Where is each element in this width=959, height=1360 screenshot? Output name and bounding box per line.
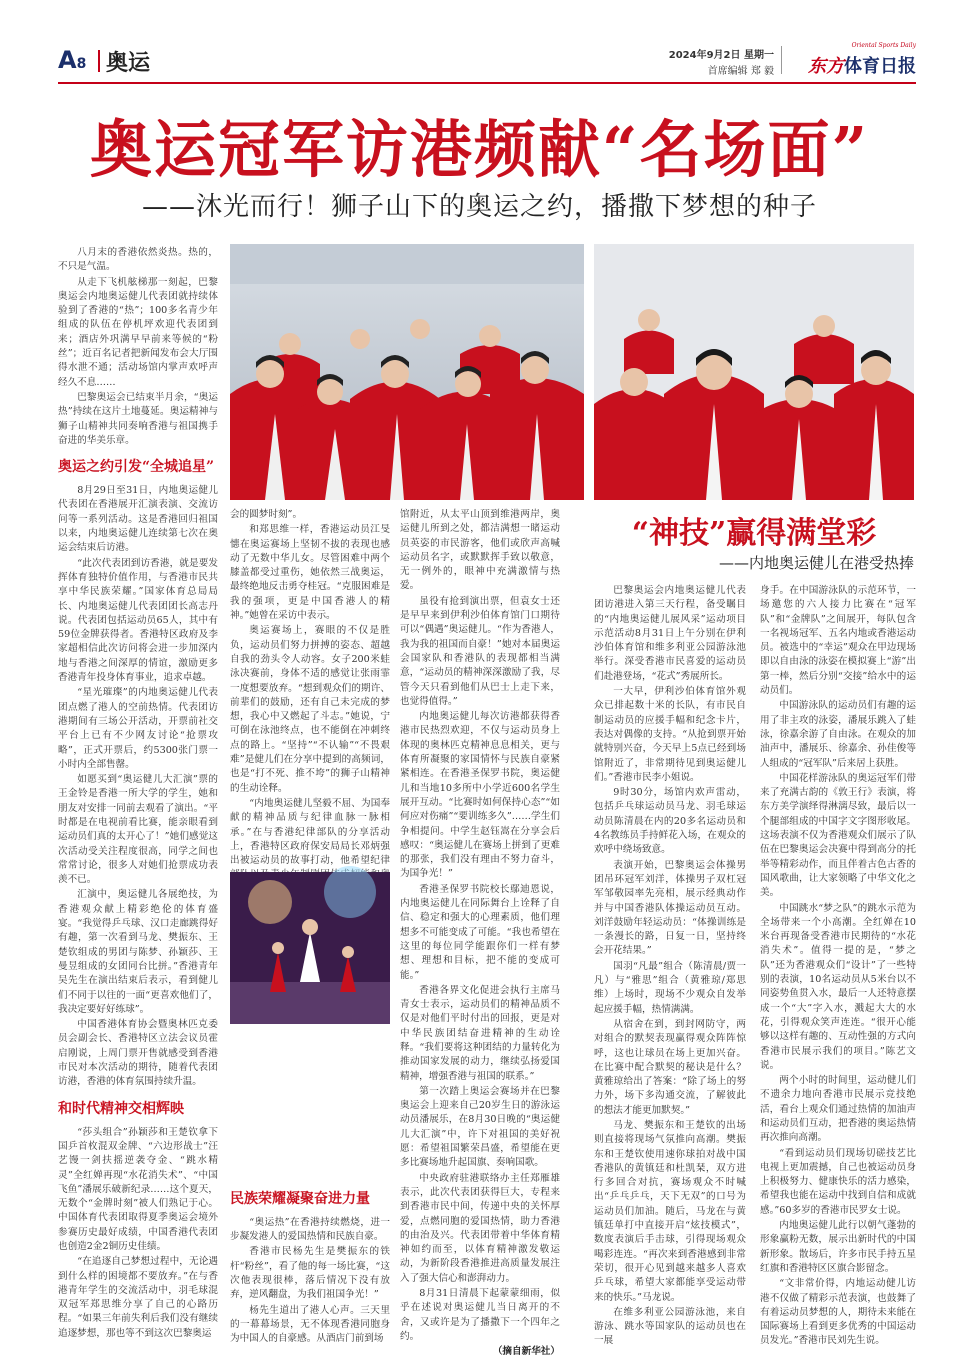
section-name: 奥运 (106, 51, 151, 76)
col5-paragraphs (760, 584, 916, 1349)
olympians-group-photo (230, 244, 584, 500)
paragraph: 从走下飞机舷梯那一刻起，巴黎奥运会内地奥运健儿代表团就持续体验到了香港的“热”；100多名青少年组成的队伍在停机坪欢迎代表团到来；酒店外巩满早早前来等候的“粉丝”；近百名记者把新闻发布会大厅围得水泄不通；活动场馆内掌声欢呼声经久不息…… (58, 276, 218, 388)
paragraph: 国羽“凡最”组合（陈清晨/贾一凡）与“雅思”组合（黄雅琼/郑思维）上场时，现场不少观众自发举起应援手幅，热情满满。 (594, 960, 746, 1015)
paragraph: 8月29日至31日，内地奥运健儿代表团在香港展开汇演表演、交流访问等一系列活动。这是香港回归祖国以来，内地奥运健儿连续第七次在奥运会结束后访港。 (58, 485, 218, 554)
paragraph: “奥运热”在香港持续燃烧，进一步凝发港人的爱国热情和民族自豪。 (230, 1216, 390, 1243)
article-column-1 (58, 246, 218, 1339)
source-byline: （摘自新华社） (492, 1346, 560, 1358)
paragraph: 马龙、樊振东和王楚钦的出场则直接将现场气氛推向高潮。樊振东和王楚钦使用速你球拍对战中国香港队的黄镇廷和杜凯琹，双方进行多回合对抗，赛场观众不时喊出“乒乓乒乓，天下无双”的口号为运动员们加油。随后，马龙在与黄镇廷单打中直接开启“炫技模式”，数度表演后手击球，引得现场观众喝彩连连。“再次来到香港感到非常荣切，很开心见到越来越多人喜欢乒乓球，希望大家都能享受运动带来的快乐。”马龙说。 (594, 1119, 746, 1303)
paragraph: 身手。在中国游泳队的示范环节，一场邀您的六人接力比赛在“冠军队”和“金牌队”之间展开，每队包含一名视场冠军、五名内地或香港运动员。被选中的“幸运”观众在甲边现场即以自由泳的泳姿在模拟赛上“游”出第一棒，然后分别“交接”给水中的运动员们。 (760, 585, 916, 697)
paragraph: “莎头组合”孙颖莎和王楚钦拿下国乒首枚混双金牌、“六边形战士”汪艺馒一剑扶摇逆袭夺金、“跳水精灵”全红婵再现“水花消失术”、“中国飞鱼”潘展乐破新纪录……这个夏天，无数个“金牌时刻”被人们熟记于心。中国体育代表团取得夏季奥运会境外参赛历史最好成绩，中国香港代表团也创造2金2铜历史佳绩。 (58, 1126, 218, 1252)
article-column-3 (400, 508, 560, 1358)
paragraph: 香港各界文化促进会执行主席马青女士表示，运动员们的精神品质不仅是对他们平时付出的回报，更是对中华民族团结奋进精神的生动诠释。“我们要将这种团结的力量转化为推动国家发展的动力，继续弘扬爱国精神，增强香港与祖国的联系。” (400, 984, 560, 1082)
paragraph: 奥运赛场上，赛眼的不仅是胜负，运动员们努力拼搏的姿态、超越自我的劲头令人动容。女子200米蛙泳决赛前，身体不适的感觉让张雨霏一度想要放弃。“想到观众们的期许、前辈们的鼓励，还有自己未完成的梦想，我心中又燃起了斗志。”她说，宁可倒在泳池终点，也不能倒在冲刺终点的路上。“坚持”“不认输”“不畏艰难”是健儿们在分享中提到的高频词，也是“打不死、推不垮”的狮子山精神的生动诠释。 (230, 625, 390, 794)
editor-credit: 首席编辑 郑 毅 (707, 66, 774, 77)
intro-paragraphs (58, 246, 218, 448)
paragraph: 第一次踏上奥运会赛场并在巴黎奥运会上迎来自己20岁生日的游泳运动员潘展乐，在8月30日晚的“奥运健儿大汇演”中，许下对祖国的美好祝愿：希望祖国繁荣昌盛，希望能在更多比赛场地升起国旗、奏响国歌。 (400, 1085, 560, 1169)
paragraph: 9时30分，场馆内欢声雷动，包括乒乓球运动员马龙、羽毛球运动员陈清晨在内的20多名运动员和4名教练员手持鲜花入场，在观众的欢呼中绕场致意。 (594, 787, 746, 856)
masthead (58, 40, 916, 84)
issue-date: 2024年9月2日 星期一 (668, 50, 774, 61)
paragraph: 中国跳水“梦之队”的跳水示范为全场带来一个小高潮。全红婵在10米台再现备受香港市民期待的“水花消失术”。值得一提的是，“梦之队”还为香港观众们“设计”了一些特别的表演，10名运动员从5米台以不同姿势鱼贯入水，最后一人还特意摆成一个“大”字入水，溅起大大的水花，引得观众笑声连连。“很开心能够以这样有趣的、互动性强的方式向香港市民展示我们的项目。”陈艺文说。 (760, 902, 916, 1071)
paragraph: 如愿买到“奥运健儿大汇演”票的王金铃是香港一所大学的学生，她和朋友对安排一同前去观看了演出。“平时都是在电视前看比赛，能亲眼看到运动员们真的太开心了！”她们感觉这次活动受关注程度很高，同学之间也常常讨论，很多人对她们抢票成功表羡不已。 (58, 774, 218, 886)
col3-paragraphs (400, 508, 560, 1344)
paragraph: “在追逐自己梦想过程中，无论遇到什么样的困境都不要放弃。”在与香港青年学生的交流活动中，羽毛球混双冠军郑思维分享了自己的心路历程。“如果三年前失利后我们没有继续追逐梦想，那也等不到这次巴黎奥运 (58, 1256, 218, 1339)
chase-paragraphs (58, 484, 218, 1089)
paragraph: “内地奥运健儿坚毅不屈、为国奉献的精神品质与纪律血脉一脉相承。”在与香港纪律部队的分享活动上，香港特区政府保安局局长邓炳强出被运动员的故事打动，他希望纪律 (230, 797, 390, 867)
paragraph: 巴黎奥运会内地奥运健儿代表团访港进入第三天行程，备受瞩目的“内地奥运健儿展风采”运动项目示范活动8月31日上午分别在伊利沙伯体育馆和维多利亚公园游泳池举行。深受香港市民喜爱的运动员们赴港登场，“花式”秀展所长。 (594, 585, 746, 682)
paragraph: 中国花样游泳队的奥运冠军们带来了充满古韵的《敦王行》表演，将东方美学演绎得淋漓尽致，最后以一个腿部组成的中国字文字图形收尾。这场表演不仅为香港观众们展示了队伍在巴黎奥运会决赛中得到高分的托举等精彩动作，而且伴着古色古香的国风歌曲，让大家领略了中华文化之美。 (760, 772, 916, 899)
paragraph: 中国游泳队的运动员们有趣的运用了非主攻的泳姿，潘展乐跳入了蛙泳，徐嘉余游了自由泳。在观众的加油声中，潘展乐、徐嘉余、孙佳俊等人组成的“冠军队”后来居上获胜。 (760, 700, 916, 769)
subheading-glory: 民族荣耀凝聚奋进力量 (230, 1190, 370, 1207)
paragraph: 和郑思维一样，香港运动员江旻憓在奥运赛场上坚韧不拔的表现也感动了无数中华儿女。尽管困难中两个膝盖都受过重伤，她依然三战奥运，最终绝地反击勇夺桂冠。“克服困难是我的强项，更是中国香港人的精神。”她曾在采访中表示。 (230, 524, 390, 622)
athletes-photo (594, 244, 914, 500)
paragraph: 内地奥运健儿此行以朝气蓬勃的形象赢粉无数，展示出新时代的中国新形象。散场后，许多市民手持五星红旗和香港特区区旗合影留念。 (760, 1220, 916, 1274)
paragraph: 虽役有抢到演出票，但袁女士还是早早来到伊利沙伯体育馆门口期待可以“偶遇”奥运健儿。“作为香港人，我为我的祖国而自豪！”她对本届奥运会国家队和香港队的表现都相当满意，“运动员的精神深深激励了我，尽管今天只看到他们从巴士上走下来，也觉得值得。” (400, 595, 560, 707)
paragraph: 巴黎奥运会已结束半月余，“奥运热”持续在这片土地蔓延。奥运精神与狮子山精神共同奏响香港与祖国携手奋进的华美乐章。 (58, 391, 218, 446)
paragraph: 两个小时的时间里，运动健儿们不遗余力地向香港市民展示竞技绝活，看台上观众们通过热情的加油声和运动员们互动，把香港的奥运热情再次推向高潮。 (760, 1075, 916, 1144)
team-photo (230, 244, 584, 500)
paragraph: 一大早，伊利沙伯体育馆外观众已排起数十米的长队，有市民自制运动员的应援手幅和纪念卡片，表达对偶像的支持。“从抢到票开始就特别兴奋，今天早上5点已经到场馆附近了，非常期待见到奥运健儿们。”香港市民李小姐说。 (594, 686, 746, 783)
subheading-chase: 奥运之约引发“全城追星” (58, 459, 215, 476)
brand-logo: 东方体育日报 (808, 56, 916, 77)
paragraph: 表演开始，巴黎奥运会体操男团吊环冠军刘洋，体操男子双杠冠军邹敬园率先亮相，展示经典动作并与中国香港队体操运动员互动。刘洋鼓励年轻运动员：“体操训练是一条漫长的路，日复一日，坚持终会开花结果。” (594, 859, 746, 957)
spirit-paragraphs (58, 1126, 218, 1341)
story2-headline: “神技”赢得满堂彩 (631, 516, 877, 551)
paragraph: “看到运动员们现场切磋技艺比电视上更加震撼，自己也被运动员身上积极努力、健康快乐的活力感染，希望我也能在运动中找到自信和成就感。”60多岁的香港市民罗女士说。 (760, 1147, 916, 1216)
brand-english: Oriental Sports Daily (851, 42, 916, 49)
paragraph: 汇演中，奥运健儿各展绝技，为香港观众献上精彩绝伦的体育盛宴。“我觉得乒乓球、汉口走廊跳得好有趣，第一次看到马龙、樊振东、王楚钦组成的男团与陈梦、孙颖莎、王曼昱组成的女团同台比拼。”香港青年吴先生在演出结束后表示，看到健儿们不同于以往的一面“更喜欢他们了，我决定要好好练球”。 (58, 889, 218, 1015)
page-number: A8 (58, 46, 87, 74)
paragraph: 香港市民杨先生是樊振东的铁杆“粉丝”，看了他的每一场比赛，“这次他表现很棒，落后情况下没有放弃，逆风翻盘，为我们祖国争光！” (230, 1246, 390, 1301)
paragraph: “此次代表团到访香港，就是要发挥体育独特价值作用，与香港市民共享中华民族荣耀。”国家体育总局局长、内地奥运健儿代表团团长高志丹说。代表团包括运动员65人，其中有59位金牌获得者。香港特区政府及李家超相信此次访问将会进一步加深内地与香港之间深厚的情谊，激励更多香港青年投身体育事业，追求卓越。 (58, 557, 218, 684)
section-divider (98, 50, 100, 72)
paragraph: 在维多利亚公园游泳池，来自游泳、跳水等国家队的运动员也在一展 (594, 1306, 746, 1347)
article-column-4 (594, 584, 746, 1347)
paragraph: “星光璀璨”的内地奥运健儿代表团点燃了港人的空前热情。代表团访港期间有三场公开活动，开票前社交平台上已有不少网友讨论“抢票攻略”，正式开票后，约5300张门票一小时内全部售罄。 (58, 687, 218, 770)
paragraph: 内地奥运健儿每次访港都获得香港市民热烈欢迎，不仅与运动员身上体现的奥林匹克精神息息相关，更与体育所凝聚的家国情怀与民族自豪紧紧相连。在香港圣保罗书院，奥运健儿和当地10多所中小学近600名学生展开互动。“比赛时如何保持心态”“如何应对伤痛”“要训练多久”……学生们争相提问。中学生赵钰嵩在分享会后感叹：“奥运健儿在赛场上拼到了更难的那张，我们没有理由不努力奋斗，为国争光！” (400, 711, 560, 880)
athletes-waving-photo (594, 244, 914, 500)
performance-photo (230, 872, 390, 1024)
col2-paragraphs-b (230, 1216, 390, 1347)
paragraph: “文非常价得，内地运动健儿访港不仅做了精彩示范表演，也鼓舞了有着运动员梦想的人，期待未来能在国际赛场上看到更多优秀的中国运动员发光。”香港市民刘先生说。 (760, 1278, 916, 1347)
paragraph: 中央政府驻港联络办主任郑雁雄表示，此次代表团获得巨大，专程来到香港市民中间，传递中央的关怀厚爱，点燃同胞的爱国热情，助力香港的由治及兴。代表团带着中华体育精神如约而至，以体育精神激发敬运动，为新阶段香港推进高质量发展注入了强大信心和澎湃动力。 (400, 1172, 560, 1284)
brand-divider (781, 46, 782, 74)
paragraph: 中国香港体育协会暨奥林匹克委员会副会长、香港特区立法会议员霍启刚说，上周门票开售就感受到香港市民对本次活动的期待，随着代表团访港，香港的体育氛围持续升温。 (58, 1019, 218, 1088)
col4-paragraphs (594, 584, 746, 1349)
paragraph: 八月末的香港依然炎热。热的，不只是气温。 (58, 247, 218, 273)
paragraph: 会的圆梦时刻”。 (230, 509, 303, 520)
main-subhead: ——沐光而行！狮子山下的奥运之约，播撒下梦想的种子 (141, 192, 817, 222)
story2-subhead: ——内地奥运健儿在港受热捧 (718, 554, 914, 572)
subheading-spirit: 和时代精神交相辉映 (58, 1100, 184, 1117)
paragraph: 馆附近，从太平山顶到维港两岸，奥运健儿所到之处，都洁满想一睹运动员英姿的市民游客，他们或欣声高喊运动员名字，或默默挥手致以敬意，无一例外的，眼神中充满激情与热爱。 (400, 509, 560, 592)
paragraph: 香港圣保罗书院校长鄢迪恩说，内地奥运健儿在同际舞台上诠释了自信、稳定和强大的心理素质，他们理想多不可能变成了可能。“我也希望在这里的每位同学能跟你们一样有梦想、理想和目标，把不能的变成可能。” (400, 883, 560, 981)
article-column-5 (760, 584, 916, 1347)
paragraph: 从宿舍在到，到封网防守，两对组合的默契表现赢得观众阵阵惊呼，这也让球员在场上更加兴奋。在比赛中配合默契的秘诀是什么？黄雅琼给出了答案：“除了场上的努力外，场下多沟通交流，了解彼此的想法才能更加默契。” (594, 1018, 746, 1116)
paragraph: 8月31日清晨下起蒙蒙细雨，似乎在述说对奥运健儿当日离开的不舍，又或许是为了播撒下一个四年之约。 (400, 1288, 560, 1342)
main-headline: 奥运冠军访港频献“名场面” (89, 113, 870, 186)
paragraph: 杨先生道出了港人心声。三天里的一幕幕场景，无不体现香港同胞身为中国人的自豪感。从酒店门前到场 (230, 1304, 390, 1345)
stage-performance-image (230, 872, 390, 1024)
